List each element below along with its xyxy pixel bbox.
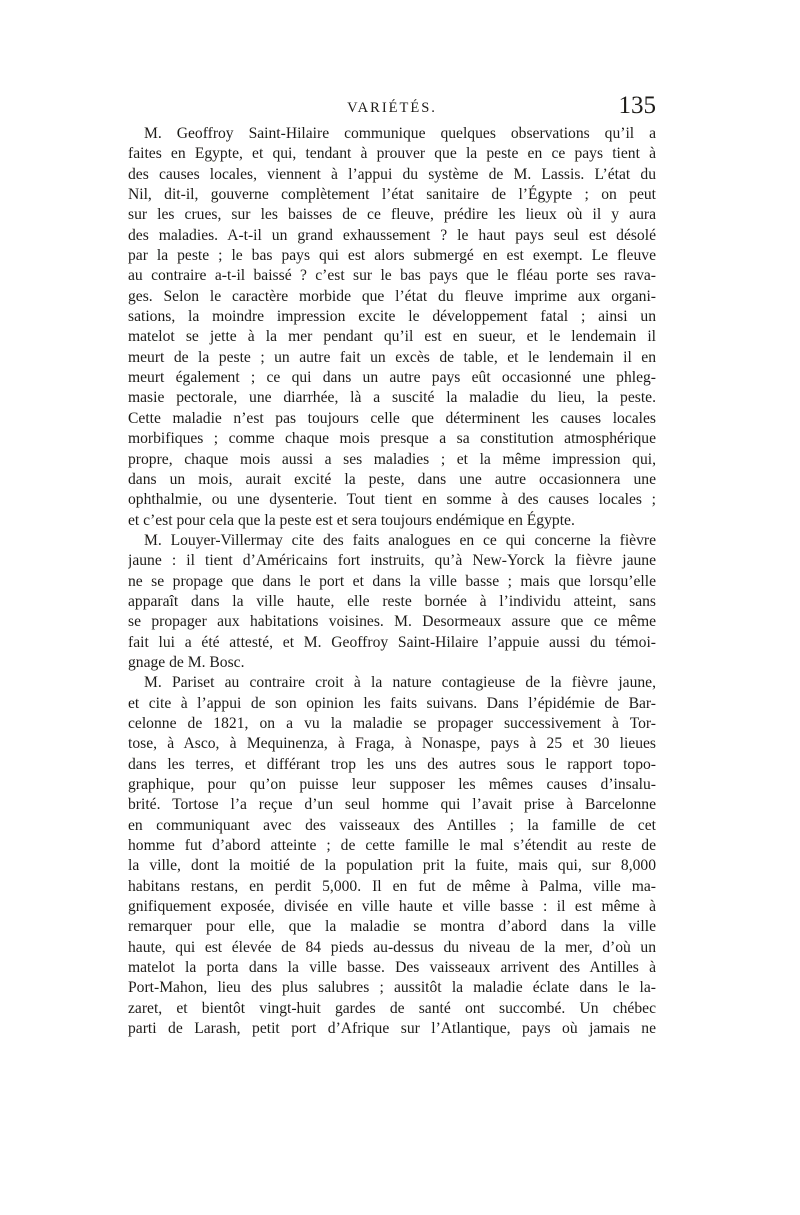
text-line: M. Geoffroy Saint-Hilaire communique quelques observations qu’il a — [144, 125, 656, 142]
text-line: parti de Larash, petit port d’Afrique sur l’Atlantique, pays où jamais ne — [128, 1020, 656, 1038]
text-line: meurt de la peste ; un autre fait un excès de table, et le lendemain il en — [128, 348, 656, 366]
text-line: dans un mois, aurait excité la peste, dans une autre occasionnera une — [128, 470, 656, 488]
text-line: jaune : il tient d’Américains fort instruits, qu’à New-Yorck la fièvre jaune — [128, 552, 656, 570]
text-line: homme fut d’abord atteinte ; de cette famille le mal s’étendit au reste de — [128, 837, 656, 855]
text-line: ges. Selon le caractère morbide que l’état du fleuve imprime aux organi- — [128, 287, 656, 305]
text-line: par la peste ; le bas pays qui est alors submergé en est exempt. Le fleuve — [128, 247, 656, 265]
paragraph — [128, 673, 656, 1039]
text-line: sations, la moindre impression excite le développement fatal ; ainsi un — [128, 308, 656, 326]
running-head — [128, 92, 656, 122]
text-line: brité. Tortose l’a reçue d’un seul homme qui l’avait prise à Barcelonne — [128, 796, 656, 814]
text-line: et c’est pour cela que la peste est et sera toujours endémique en Égypte. — [128, 511, 575, 529]
text-line: se propager aux habitations voisines. M. Desormeaux assure que ce même — [128, 613, 656, 631]
text-line: et cite à l’appui de son opinion les faits suivans. Dans l’épidémie de Bar- — [128, 694, 656, 712]
text-line: faites en Egypte, et qui, tendant à prouver que la peste en ce pays tient à — [128, 145, 656, 163]
paragraph — [128, 531, 656, 673]
text-line: Nil, dit-il, gouverne complètement l’état sanitaire de l’Égypte ; on peut — [128, 186, 656, 204]
page-number: 135 — [618, 92, 656, 119]
text-line: masie pectorale, une diarrhée, là a suscité la maladie du lieu, la peste. — [128, 389, 656, 407]
text-line: matelot la porta dans la ville basse. Des vaisseaux arrivent des Antilles à — [128, 959, 656, 977]
text-line: habitans restans, en perdit 5,000. Il en fut de même à Palma, ville ma- — [128, 877, 656, 895]
text-line: zaret, et bientôt vingt-huit gardes de santé ont succombé. Un chébec — [128, 999, 656, 1017]
text-line: dans les terres, et différant trop les uns des autres sous le rapport topo- — [128, 755, 656, 773]
text-line: celonne de 1821, on a vu la maladie se propager successivement à Tor- — [128, 714, 656, 732]
text-line: ophthalmie, ou une dysenterie. Tout tient en somme à des causes locales ; — [128, 491, 656, 509]
text-line: en communiquant avec des vaisseaux des Antilles ; la famille de cet — [128, 816, 656, 834]
running-title: VARIÉTÉS. — [347, 100, 437, 116]
text-line: propre, chaque mois aussi a ses maladies ; et la même impression qui, — [128, 450, 656, 468]
text-line: haute, qui est élevée de 84 pieds au-dessus du niveau de la mer, d’où un — [128, 938, 656, 956]
text-line: des causes locales, viennent à l’appui du système de M. Lassis. L’état du — [128, 165, 656, 183]
text-line: au contraire a-t-il baissé ? c’est sur le bas pays que le fléau porte ses rava- — [128, 267, 656, 285]
text-line: M. Louyer-Villermay cite des faits analogues en ce qui concerne la fièvre — [144, 531, 656, 549]
text-line: meurt également ; ce qui dans un autre pays eût occasionné une phleg- — [128, 369, 656, 387]
text-line: apparaît dans la ville haute, elle reste bornée à l’individu atteint, sans — [128, 592, 656, 610]
text-line: M. Pariset au contraire croit à la nature contagieuse de la fièvre jaune, — [144, 674, 656, 692]
text-line: morbifiques ; comme chaque mois presque a sa constitution atmosphérique — [128, 430, 656, 448]
text-line: des maladies. A-t-il un grand exhaussement ? le haut pays seul est désolé — [128, 226, 656, 244]
text-line: Port-Mahon, lieu des plus salubres ; aussitôt la maladie éclate dans le la- — [128, 979, 656, 997]
text-line: Cette maladie n’est pas toujours celle que déterminent les causes locales — [128, 409, 656, 427]
text-line: ne se propage que dans le port et dans la ville basse ; mais que lorsqu’elle — [128, 572, 656, 590]
text-line: fait lui a été attesté, et M. Geoffroy Saint-Hilaire l’appuie aussi du témoi- — [128, 633, 656, 651]
text-line: remarquer pour elle, que la maladie se montra d’abord dans la ville — [128, 918, 656, 936]
body-text — [128, 124, 656, 1039]
text-line: gnage de M. Bosc. — [128, 653, 245, 671]
paragraph — [128, 124, 656, 531]
text-line: gnifiquement exposée, divisée en ville haute et ville basse : il est même à — [128, 898, 656, 916]
text-line: matelot se jette à la mer pendant qu’il est en sueur, et le lendemain il — [128, 328, 656, 346]
text-line: graphique, pour qu’on puisse leur supposer les mêmes causes d’insalu- — [128, 776, 656, 793]
text-line: sur les crues, sur les baisses de ce fleuve, prédire les lieux où il y aura — [128, 206, 656, 224]
text-line: la ville, dont la moitié de la population prit la fuite, mais qui, sur 8,000 — [128, 857, 656, 875]
text-line: tose, à Asco, à Mequinenza, à Fraga, à Nonaspe, pays à 25 et 30 lieues — [128, 735, 656, 753]
